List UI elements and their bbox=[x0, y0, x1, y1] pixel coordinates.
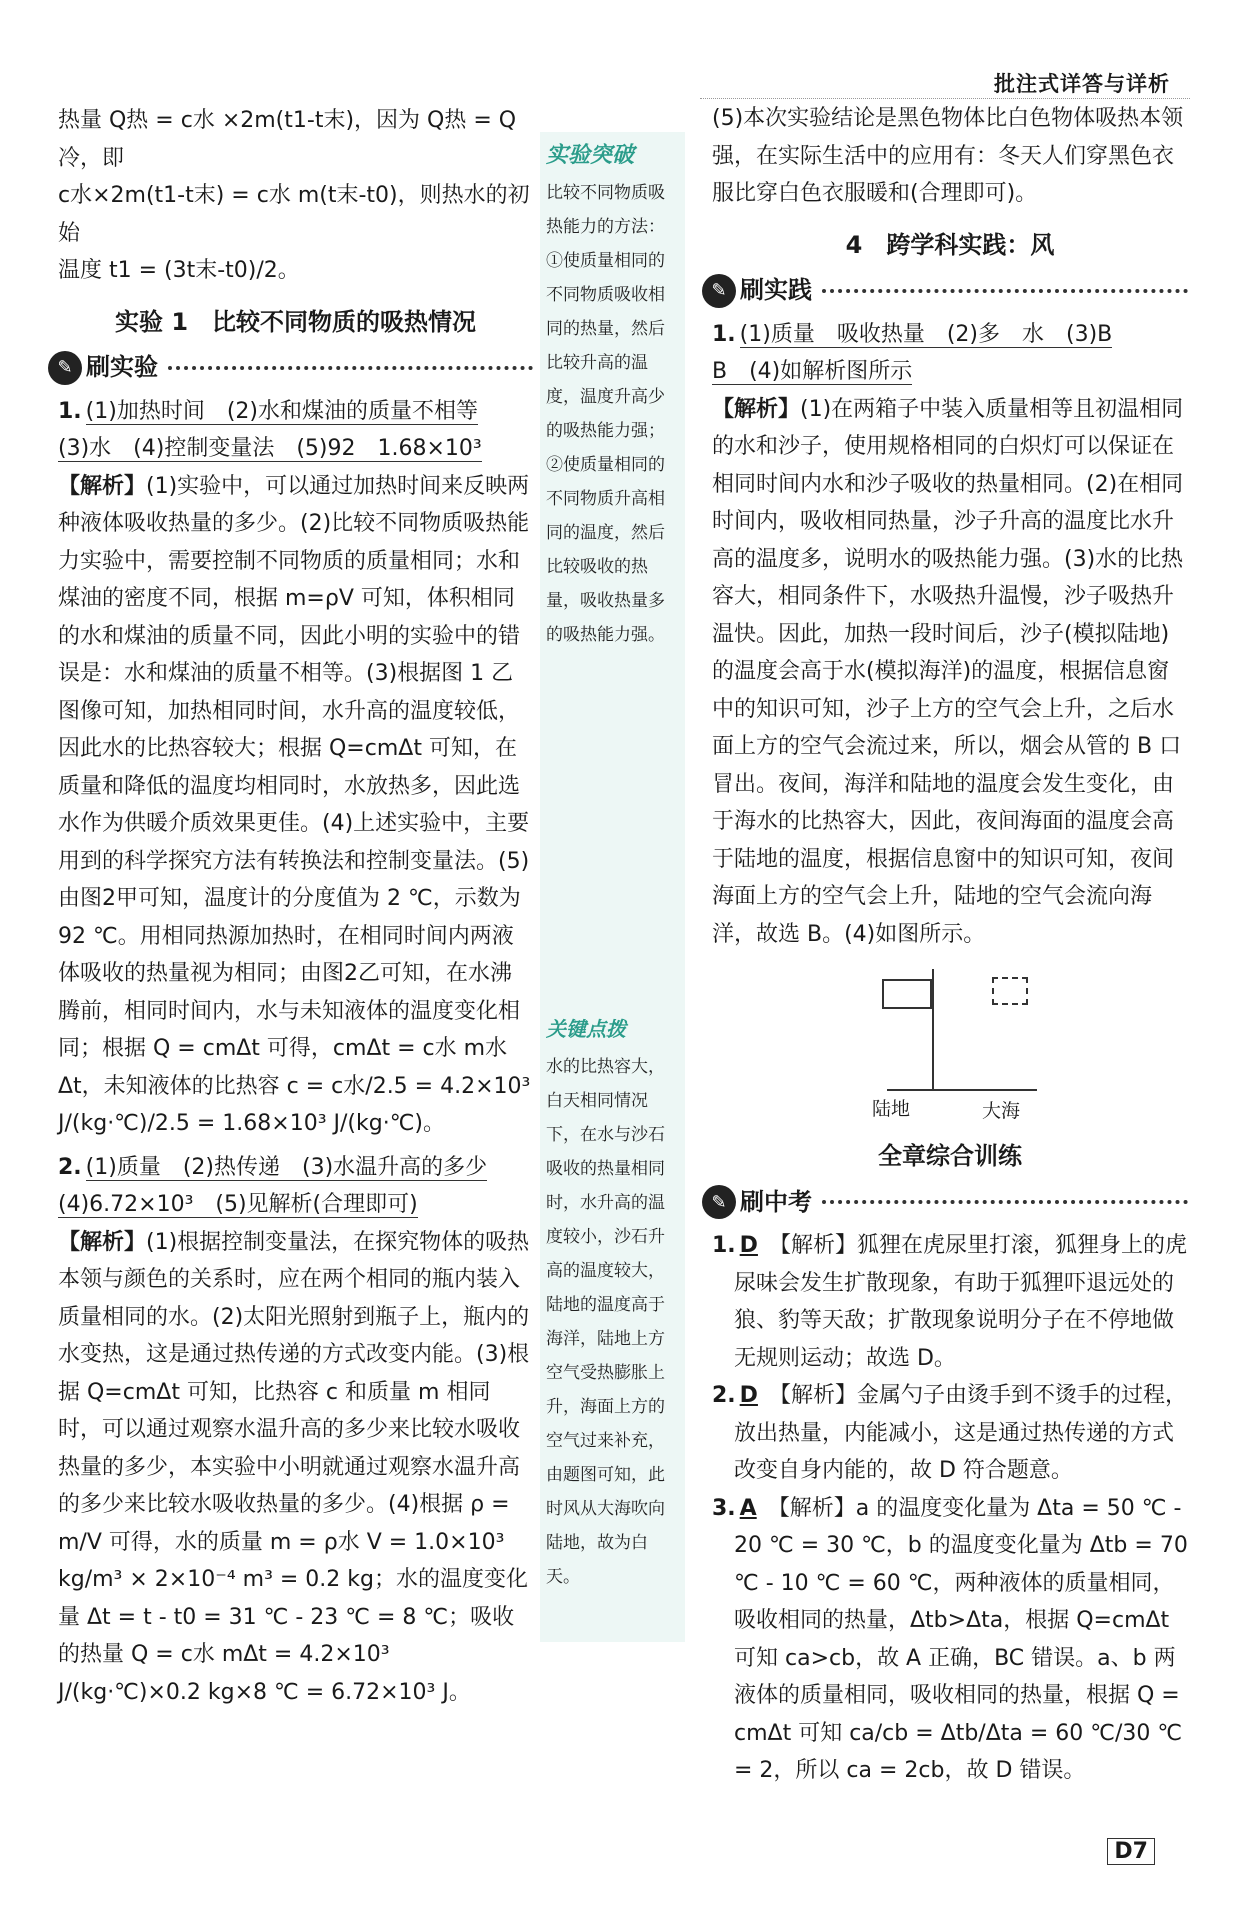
practice-1-explanation bbox=[712, 391, 1188, 954]
band-dotted-rule bbox=[822, 1200, 1188, 1204]
question-1-explanation bbox=[58, 468, 533, 1143]
question-number: 1. bbox=[58, 398, 82, 424]
side-notes-column bbox=[540, 132, 685, 1642]
question-5-conclusion: (5)本次实验结论是黑色物体比白色物体吸热本领强，在实际生活中的应用有：冬天人们穿黑色衣服比穿白色衣服暖和(合理即可)。 bbox=[712, 106, 1184, 206]
exam-explanation: 【解析】狐狸在虎尿里打滚，狐狸身上的虎尿味会发生扩散现象，有助于狐狸吓退远处的狼、豹等天敌；扩散现象说明分子在不停地做无规则运动；故选 D。 bbox=[734, 1233, 1187, 1371]
answer-line: B (4)如解析图所示 bbox=[712, 359, 913, 384]
side-title-shiyan-tupo: 实验突破 bbox=[546, 142, 635, 168]
cloud-icon bbox=[992, 977, 1028, 1005]
left-column bbox=[58, 102, 533, 1711]
question-1-answer-2 bbox=[58, 430, 533, 468]
band-dotted-rule bbox=[822, 289, 1188, 293]
band-shua-zhongkao bbox=[702, 1184, 1188, 1222]
flag-shape bbox=[882, 979, 932, 1009]
diagram-label-land: 陆地 bbox=[872, 1098, 911, 1120]
band-label: 刷中考 bbox=[740, 1187, 812, 1216]
band-label: 刷实验 bbox=[86, 353, 158, 381]
diagram-label-sea: 大海 bbox=[982, 1100, 1021, 1122]
book-icon: ✎ bbox=[702, 1185, 736, 1219]
chapter-title: 全章综合训练 bbox=[878, 1142, 1022, 1170]
answer-line: (1)加热时间 (2)水和煤油的质量不相等 bbox=[85, 398, 478, 424]
question-2-answer-2 bbox=[58, 1186, 533, 1224]
intro-line-1: 热量 Q热 = c水 ×2m(t1-t末)，因为 Q热 = Q冷，即 bbox=[58, 108, 517, 171]
practice-1-answer-2 bbox=[712, 353, 1188, 391]
header-divider bbox=[700, 98, 1190, 99]
exam-question-1 bbox=[712, 1227, 1188, 1377]
book-icon: ✎ bbox=[48, 351, 82, 385]
side-text-1: 比较不同物质吸热能力的方法：①使质量相同的不同物质吸收相同的热量，然后比较升高的温度，温度升高少的吸热能力强；②使质量相同的不同物质升高相同的温度，然后比较吸收的热量，吸收热量多的吸热能力强。 bbox=[546, 183, 665, 645]
section-title-wind: 4 跨学科实践：风 bbox=[845, 230, 1055, 259]
jiexi-label: 【解析】 bbox=[58, 473, 147, 499]
band-dotted-rule bbox=[168, 366, 533, 370]
answer-line: (1)质量 吸收热量 (2)多 水 (3)B bbox=[739, 321, 1113, 347]
question-number: 2. bbox=[712, 1383, 736, 1408]
wind-diagram bbox=[712, 959, 1188, 1124]
page-number: D7 bbox=[1107, 1838, 1155, 1865]
question-2-explanation bbox=[58, 1224, 533, 1712]
book-icon: ✎ bbox=[702, 274, 736, 308]
practice-1-answer bbox=[712, 316, 1188, 354]
question-2-answer bbox=[58, 1149, 533, 1187]
side-text-2: 水的比热容大，白天相同情况下，在水与沙石吸收的热量相同时，水升高的温度较小，沙石升高的温度较大，陆地的温度高于海洋，陆地上方空气受热膨胀上升，海面上方的空气过来补充，由题图可知，此时风从大海吹向陆地，故为白天。 bbox=[546, 1057, 665, 1587]
exam-question-2 bbox=[712, 1377, 1188, 1490]
intro-line-2: c水×2m(t1-t末) = c水 m(t末-t0)，则热水的初始 bbox=[58, 183, 530, 246]
question-number: 1. bbox=[712, 1233, 736, 1258]
side-title-guanjian-dianbo: 关键点拨 bbox=[546, 1017, 626, 1041]
jiexi-text: (1)根据控制变量法，在探究物体的吸热本领与颜色的关系时，应在两个相同的瓶内装入质量相同的水。(2)太阳光照射到瓶子上，瓶内的水变热，这是通过热传递的方式改变内能。(3)根据 Q=cmΔt 可知，比热容 c 和质量 m 相同时，可以通过观察水温升高的多少来比较水吸收热量的多少，本实验中小明就通过观察水温升高的多少来比较水吸收热量的多少。(4)根据 ρ = m/V 可得，水的质量 m = ρ水 V = 1.0×10³ kg/m³ × 2×10⁻⁴ m³ = 0.2 kg；水的温度变化量 Δt = t - t0 = 31 ℃ - 23 ℃ = 8 ℃；吸收的热量 Q = c水 mΔt = 4.2×10³ J/(kg·℃)×0.2 kg×8 ℃ = 6.72×10³ J。 bbox=[58, 1229, 530, 1705]
question-number: 1. bbox=[712, 321, 736, 347]
band-label: 刷实践 bbox=[740, 276, 812, 304]
jiexi-text: (1)实验中，可以通过加热时间来反映两种液体吸收热量的多少。(2)比较不同物质吸热能力实验中，需要控制不同物质的质量相同；水和煤油的密度不同，根据 m=ρV 可知，体积相同的水和煤油的质量不同，因此小明的实验中的错误是：水和煤油的质量不相等。(3)根据图 1 乙图像可知，加热相同时间，水升高的温度较低，因此水的比热容较大；根据 Q=cmΔt 可知，在质量和降低的温度均相同时，水放热多，因此选水作为供暖介质效果更佳。(4)上述实验中，主要用到的科学探究方法有转换法和控制变量法。(5)由图2甲可知，温度计的分度值为 2 ℃，示数为 92 ℃。用相同热源加热时，在相同时间内两液体吸收的热量视为相同；由图2乙可知，在水沸腾前，相同时间内，水与未知液体的温度变化相同；根据 Q = cmΔt 可得，cmΔt = c水 m水 Δt，未知液体的比热容 c = c水/2.5 = 4.2×10³ J/(kg·℃)/2.5 = 1.68×10³ J/(kg·℃)。 bbox=[58, 473, 531, 1136]
answer-letter: A bbox=[739, 1495, 757, 1521]
section-title-experiment-1: 实验 1 比较不同物质的吸热情况 bbox=[114, 307, 477, 336]
flag-pole bbox=[932, 969, 934, 1089]
jiexi-label: 【解析】 bbox=[58, 1229, 147, 1255]
band-shua-shijian bbox=[702, 272, 1188, 310]
page-header-title: 批注式详答与详析 bbox=[994, 72, 1170, 96]
answer-letter: D bbox=[739, 1233, 758, 1258]
jiexi-label: 【解析】 bbox=[712, 396, 801, 422]
exam-explanation: 【解析】a 的温度变化量为 Δta = 50 ℃ - 20 ℃ = 30 ℃，b 的温度变化量为 Δtb = 70 ℃ - 10 ℃ = 60 ℃，两种液体的质量相同，吸收相同的热量，Δtb>Δta，根据 Q=cmΔt 可知 ca>cb，故 A 正确，BC 错误。a、b 两液体的质量相同，吸收相同的热量，根据 Q = cmΔt 可知 ca/cb = Δtb/Δta = 60 ℃/30 ℃ = 2，所以 ca = 2cb，故 D 错误。 bbox=[734, 1495, 1188, 1783]
answer-line: (3)水 (4)控制变量法 (5)92 1.68×10³ bbox=[58, 436, 482, 461]
exam-question-3 bbox=[712, 1490, 1188, 1790]
jiexi-text: (1)在两箱子中装入质量相等且初温相同的水和沙子，使用规格相同的白炽灯可以保证在相同时间内水和沙子吸收的热量相同。(2)在相同时间内，吸收相同热量，沙子升高的温度比水升高的温度多，说明水的吸热能力强。(3)水的比热容大，相同条件下，水吸热升温慢，沙子吸热升温快。因此，加热一段时间后，沙子(模拟陆地)的温度会高于水(模拟海洋)的温度，根据信息窗中的知识可知，沙子上方的空气会上升，之后水面上方的空气会流过来，所以，烟会从管的 B 口冒出。夜间，海洋和陆地的温度会发生变化，由于海水的比热容大，因此，夜间海面的温度会高于陆地的温度，根据信息窗中的知识可知，夜间海面上方的空气会上升，陆地的空气会流向海洋，故选 B。(4)如图所示。 bbox=[712, 396, 1184, 947]
exam-explanation: 【解析】金属勺子由烫手到不烫手的过程，放出热量，内能减小，这是通过热传递的方式改变自身内能的，故 D 符合题意。 bbox=[734, 1383, 1187, 1483]
question-1-answer bbox=[58, 393, 533, 431]
band-shua-shiyan bbox=[48, 349, 533, 387]
intro-line-3: 温度 t1 = (3t末-t0)/2。 bbox=[58, 258, 300, 283]
question-number: 3. bbox=[712, 1495, 736, 1521]
answer-letter: D bbox=[739, 1383, 758, 1408]
answer-line: (4)6.72×10³ (5)见解析(合理即可) bbox=[58, 1192, 418, 1217]
question-number: 2. bbox=[58, 1154, 82, 1180]
right-column bbox=[712, 100, 1188, 1790]
answer-line: (1)质量 (2)热传递 (3)水温升高的多少 bbox=[85, 1154, 488, 1180]
